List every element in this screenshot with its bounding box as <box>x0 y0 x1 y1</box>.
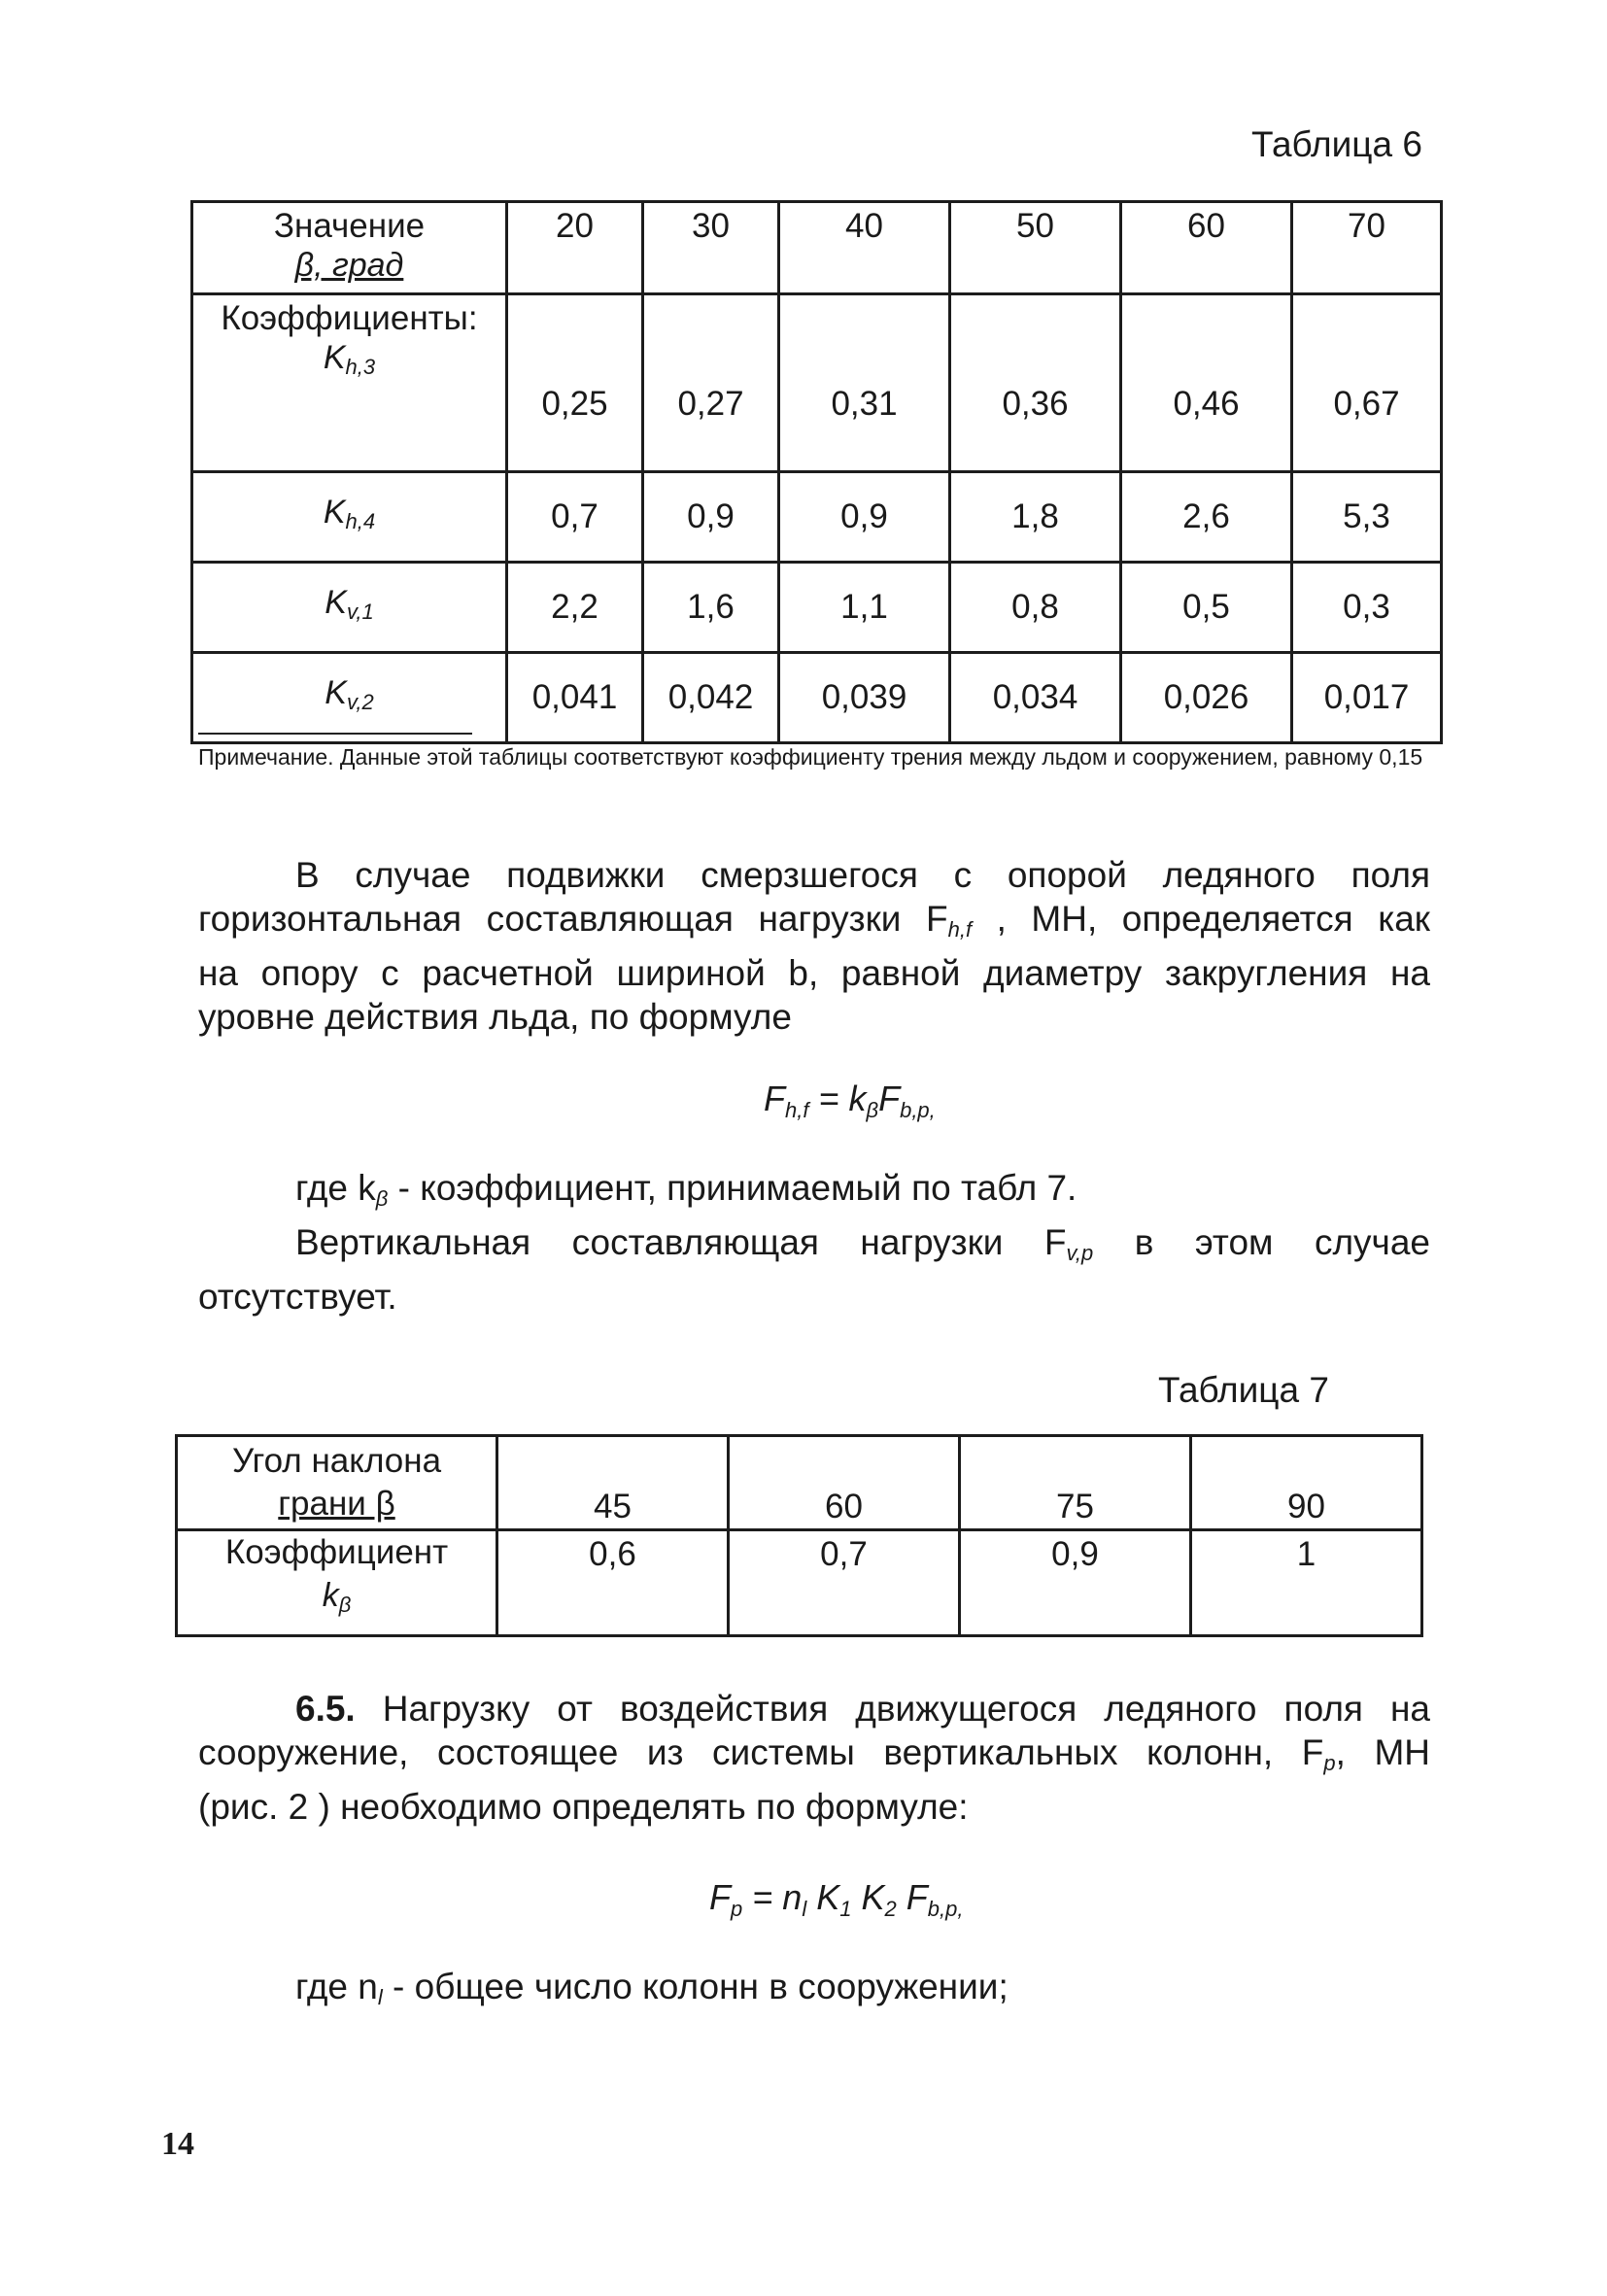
row-label <box>192 563 507 653</box>
table7-caption: Таблица 7 <box>1158 1370 1329 1410</box>
table-cell: 45 <box>497 1436 729 1530</box>
formula-sub: β <box>866 1098 879 1122</box>
paragraph-line <box>198 1220 1430 1275</box>
header-label-text: Значение <box>273 207 426 245</box>
table-cell: 1,6 <box>643 563 779 653</box>
row-symbol: K <box>323 494 346 531</box>
table-cell: 0,5 <box>1121 563 1292 653</box>
line-subscript: l <box>377 1985 383 2009</box>
label-text: Угол наклона <box>231 1442 442 1480</box>
table-cell: 0,042 <box>643 653 779 743</box>
formula-part: F <box>709 1877 731 1917</box>
row-subscript: h,4 <box>345 509 376 533</box>
table6-angle-cell: 70 <box>1292 202 1442 294</box>
formula-part: = k <box>808 1079 867 1118</box>
paragraph-line: уровне действия льда, по формуле <box>198 997 792 1037</box>
line-text: , МН <box>1335 1732 1430 1772</box>
table6-angle-cell: 50 <box>950 202 1121 294</box>
table6 <box>190 200 1443 744</box>
footnote-divider <box>198 733 472 735</box>
table-row <box>177 1530 1422 1636</box>
formula-part: K <box>851 1877 885 1917</box>
table-cell: 75 <box>960 1436 1191 1530</box>
table-cell: 60 <box>729 1436 960 1530</box>
table-cell: 1,8 <box>950 472 1121 563</box>
table-cell: 2,6 <box>1121 472 1292 563</box>
line-text: Нагрузку от воздействия движущегося ледяного поля на <box>355 1689 1430 1729</box>
table-cell: 0,9 <box>643 472 779 563</box>
paragraph-4 <box>198 1965 1430 2019</box>
table-row <box>192 563 1442 653</box>
paragraph-1 <box>198 853 1430 1039</box>
formula-sub: p <box>731 1897 743 1921</box>
row-subscript: h,3 <box>345 355 376 379</box>
line-text: сооружение, состоящее из системы вертикальных колонн, F <box>198 1732 1324 1772</box>
table-cell: 0,017 <box>1292 653 1442 743</box>
table-cell: 0,31 <box>779 294 950 472</box>
formula-part: F <box>878 1079 901 1118</box>
paragraph-line: (рис. 2 ) необходимо определять по формуле: <box>198 1787 969 1827</box>
row-symbol: K <box>325 584 347 621</box>
table-cell: 5,3 <box>1292 472 1442 563</box>
paragraph-line <box>198 897 1430 951</box>
row-symbol: K <box>323 339 346 376</box>
table-cell: 0,25 <box>507 294 643 472</box>
line-text: где n <box>295 1967 378 2006</box>
table-cell: 0,039 <box>779 653 950 743</box>
formula-fhf <box>764 1079 936 1123</box>
table-cell: 0,67 <box>1292 294 1442 472</box>
line-text: - общее число колонн в сооружении; <box>382 1967 1009 2006</box>
formula-sub: b,p, <box>900 1098 936 1122</box>
paragraph-line <box>198 1731 1430 1785</box>
table6-header-row <box>192 202 1442 294</box>
formula-part: F <box>896 1877 928 1917</box>
paragraph-line <box>198 1965 1430 2019</box>
paragraph-2 <box>198 1166 1430 1319</box>
row-label <box>192 294 507 472</box>
paragraph-3 <box>198 1687 1430 1829</box>
formula-sub: 2 <box>884 1897 897 1921</box>
table-cell: 1 <box>1191 1530 1422 1636</box>
label-text: грани β <box>278 1485 395 1523</box>
row-symbol: K <box>325 674 347 711</box>
formula-sub: l <box>802 1897 807 1921</box>
paragraph-line <box>198 1687 1430 1731</box>
line-subscript: v,p <box>1066 1241 1094 1265</box>
table6-caption: Таблица 6 <box>1251 124 1422 164</box>
formula-part: = n <box>742 1877 803 1917</box>
formula-sub: h,f <box>785 1098 809 1122</box>
table7 <box>175 1434 1423 1637</box>
row-subscript: v,2 <box>346 690 374 714</box>
table-cell: 0,034 <box>950 653 1121 743</box>
label-symbol: k <box>322 1577 339 1614</box>
table-cell: 0,6 <box>497 1530 729 1636</box>
table-cell: 0,8 <box>950 563 1121 653</box>
table-cell: 0,026 <box>1121 653 1292 743</box>
table-cell: 90 <box>1191 1436 1422 1530</box>
table-row <box>192 472 1442 563</box>
table-cell: 0,9 <box>779 472 950 563</box>
line-text: где k <box>295 1168 376 1208</box>
formula-sub: 1 <box>839 1897 852 1921</box>
line-text: горизонтальная составляющая нагрузки F <box>198 899 948 939</box>
paragraph-line <box>198 1166 1430 1220</box>
table6-angle-cell: 60 <box>1121 202 1292 294</box>
line-text: Вертикальная составляющая нагрузки F <box>295 1222 1067 1262</box>
coef-heading: Коэффициенты: <box>221 299 478 337</box>
formula-sub: b,p, <box>927 1897 964 1921</box>
table-cell: 0,36 <box>950 294 1121 472</box>
table6-note: Примечание. Данные этой таблицы соответствуют коэффициенту трения между льдом и сооружением, равному 0,15 <box>198 744 1423 770</box>
line-subscript: β <box>375 1186 389 1211</box>
table6-angle-cell: 30 <box>643 202 779 294</box>
row-label <box>177 1530 497 1636</box>
table6-header-label <box>192 202 507 294</box>
header-label-sym: β, град <box>294 247 404 284</box>
table-cell: 0,9 <box>960 1530 1191 1636</box>
table-row <box>192 294 1442 472</box>
row-label <box>177 1436 497 1530</box>
label-subscript: β <box>338 1593 352 1617</box>
table-cell: 0,46 <box>1121 294 1292 472</box>
table-cell: 0,27 <box>643 294 779 472</box>
table-cell: 1,1 <box>779 563 950 653</box>
row-label <box>192 653 507 743</box>
line-text: в этом случае <box>1093 1222 1430 1262</box>
row-subscript: v,1 <box>346 600 374 624</box>
label-text: Коэффициент <box>224 1533 449 1571</box>
paragraph-line: на опору с расчетной шириной b, равной диаметру закругления на <box>198 953 1430 993</box>
formula-part: F <box>764 1079 785 1118</box>
table-cell: 0,041 <box>507 653 643 743</box>
table6-angle-cell: 20 <box>507 202 643 294</box>
table-row <box>177 1436 1422 1530</box>
line-subscript: h,f <box>947 917 973 942</box>
table-cell: 0,7 <box>507 472 643 563</box>
table-cell: 2,2 <box>507 563 643 653</box>
formula-part: K <box>806 1877 840 1917</box>
table-cell: 0,3 <box>1292 563 1442 653</box>
section-number: 6.5. <box>295 1689 356 1729</box>
table6-angle-cell: 40 <box>779 202 950 294</box>
line-subscript: p <box>1323 1751 1336 1775</box>
formula-fp <box>709 1877 963 1922</box>
table-row <box>192 653 1442 743</box>
paragraph-line: отсутствует. <box>198 1277 397 1317</box>
table-cell: 0,7 <box>729 1530 960 1636</box>
paragraph-line: В случае подвижки смерзшегося с опорой ледяного поля <box>295 855 1430 895</box>
row-label <box>192 472 507 563</box>
page-number: 14 <box>161 2126 194 2162</box>
line-text: - коэффициент, принимаемый по табл 7. <box>388 1168 1077 1208</box>
line-text: , МН, определяется как <box>972 899 1430 939</box>
